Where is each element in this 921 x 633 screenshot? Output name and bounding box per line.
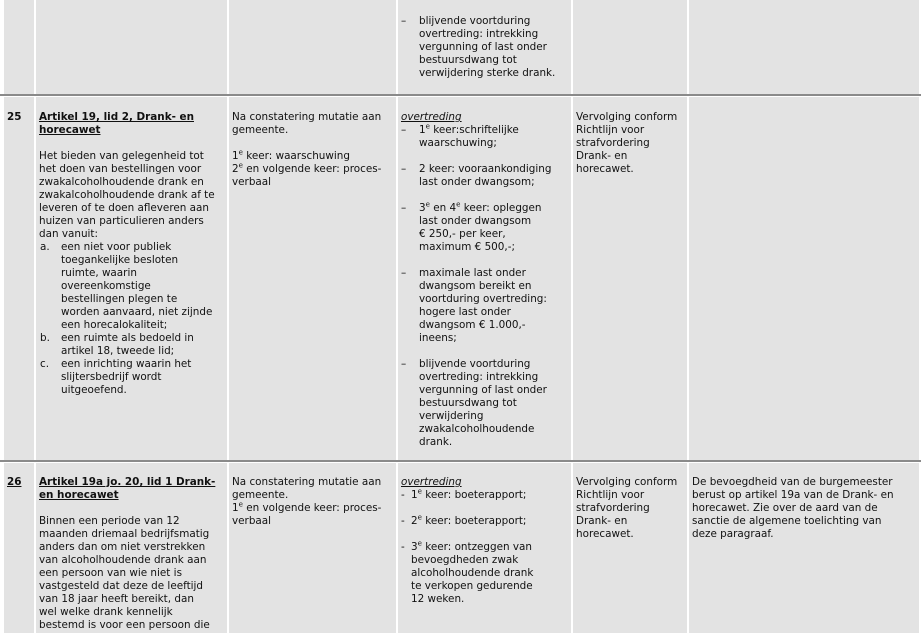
row-divider [0, 94, 921, 96]
row25-remarks-cell [689, 97, 919, 460]
procedure-first-time: 1e en volgende keer: proces- [232, 500, 382, 514]
sanction-item: – 3e en 4e keer: opleggen last onder dwangsom € 250,- per keer, maximum € 500,-; [401, 200, 542, 253]
sanction-item: – 2 keer: vooraankondiging last onder dwangsom; [401, 163, 552, 188]
row-divider [0, 460, 921, 462]
top-article-cell [36, 0, 227, 94]
list-item: b. een ruimte als bedoeld in artikel 18, tweede lid; [40, 332, 194, 357]
sanction-heading: overtreding [401, 111, 462, 123]
row25-sanction-cell [398, 97, 571, 460]
top-procedure-cell [229, 0, 396, 94]
sanction-item: – 1e keer:schriftelijke waarschuwing; [401, 122, 519, 149]
article-description: Binnen een periode van 12 maanden driemaal bedrijfsmatig anders dan om niet verstrekken van alcoholhoudende drank aan een persoon van wie niet is vastgesteld dat deze de leeftijd van 18 jaar heeft bereikt, dan wel welke drank kennelijk bestemd is voor een persoon die [39, 515, 210, 631]
row25-number-cell [4, 97, 34, 460]
row26-article-cell [36, 463, 227, 633]
sanction-item: – maximale last onder dwangsom bereikt en voortduring overtreding: hogere last onder dwangsom € 1.000,- ineens; [401, 267, 547, 344]
article-title: Artikel 19a jo. 20, lid 1 Drank- en horecawet [39, 476, 216, 501]
sanction-item: - 1e keer: boeterapport; [401, 487, 527, 501]
row25-followup-cell: Vervolging conform Richtlijn voor strafvordering Drank- en horecawet. [573, 97, 687, 460]
list-item: a. een niet voor publiek toegankelijke besloten ruimte, waarin overeenkomstige bestellingen plegen te worden aanvaard, niet zijnde een horecalokaliteit; [40, 241, 213, 331]
row25-procedure-cell: Na constatering mutatie aan gemeente. 1e keer: waarschuwing 2e en volgende keer: proces- verbaal [229, 97, 396, 460]
top-sanction-cell [398, 0, 571, 94]
top-number-cell [4, 0, 34, 94]
row26-remarks-cell: De bevoegdheid van de burgemeester berust op artikel 19a van de Drank- en horecawet. Zie over de aard van de sanctie de algemene toelichting van deze paragraaf. [689, 463, 919, 633]
top-remarks-cell [689, 0, 919, 94]
sanction-heading: overtreding [401, 476, 462, 488]
sanction-item: - 2e keer: boeterapport; [401, 513, 527, 527]
row-number: 25 [7, 111, 22, 123]
row-number: 26 [7, 476, 22, 488]
row26-followup-cell: Vervolging conform Richtlijn voor strafvordering Drank- en horecawet. [573, 463, 687, 633]
list-item: c. een inrichting waarin het slijtersbedrijf wordt uitgeoefend. [40, 358, 192, 396]
row26-procedure-cell: Na constatering mutatie aan gemeente. 1e en volgende keer: proces- verbaal [229, 463, 396, 633]
article-description: Het bieden van gelegenheid tot het doen van bestellingen voor zwakalcoholhoudende drank en zwakalcoholhoudende drank af te leveren of te doen afleveren aan huizen van particulieren anders dan vanuit: [39, 150, 215, 240]
sanction-item: – blijvende voortduring overtreding: intrekking vergunning of last onder bestuursdwang tot verwijdering sterke drank. [401, 15, 556, 79]
article-title: Artikel 19, lid 2, Drank- en horecawet [39, 111, 194, 136]
sanction-item: - 3e keer: ontzeggen van bevoegdheden zwak alcoholhoudende drank te verkopen gedurende 12 weken. [401, 539, 534, 605]
procedure-second-time: 2e en volgende keer: proces- [232, 161, 382, 175]
row25-article-cell [36, 97, 227, 460]
top-followup-cell [573, 0, 687, 94]
sanction-item: – blijvende voortduring overtreding: intrekking vergunning of last onder bestuursdwang tot verwijdering zwakalcoholhoudende drank. [401, 358, 547, 448]
row26-sanction-cell [398, 463, 571, 633]
procedure-first-time: 1e keer: waarschuwing [232, 148, 350, 162]
row26-number-cell [4, 463, 34, 633]
